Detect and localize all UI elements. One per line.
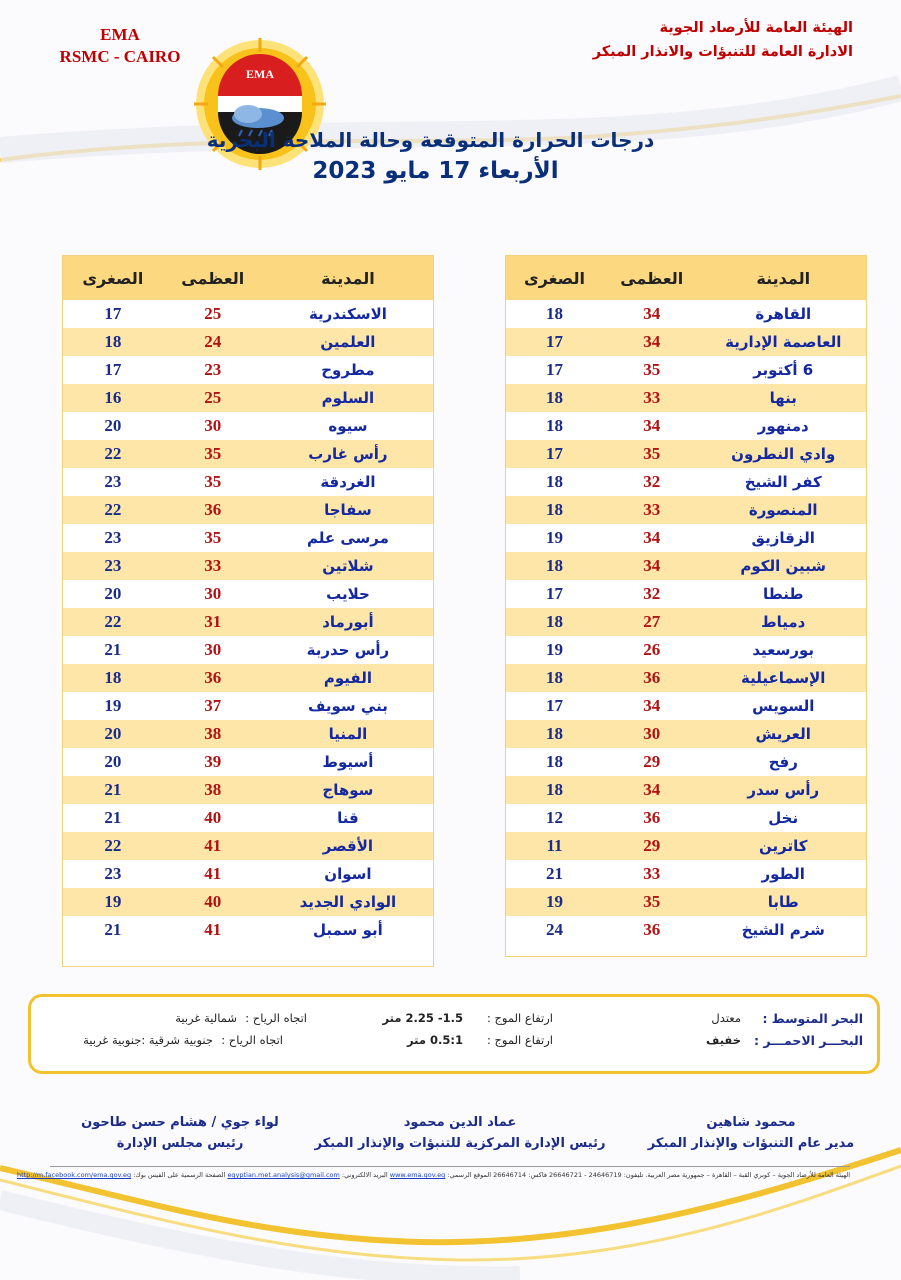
min-temp-cell: 19 [506, 524, 603, 552]
red-wave: 0.5:1 متر [407, 1033, 463, 1047]
column-city: المدينة [700, 256, 866, 301]
city-cell: اسوان [263, 860, 434, 888]
min-temp-cell: 17 [506, 440, 603, 468]
table-row [63, 356, 434, 384]
table-row [63, 692, 434, 720]
table-row [63, 384, 434, 412]
max-temp-cell: 24 [163, 328, 263, 356]
max-temp-cell: 39 [163, 748, 263, 776]
city-cell: سيوه [263, 412, 434, 440]
min-temp-cell: 22 [63, 496, 163, 524]
table-header [506, 256, 867, 301]
table-row [506, 748, 867, 776]
city-cell: العلمين [263, 328, 434, 356]
footer-email-link[interactable]: egyptian.met.analysis@gmail.com [227, 1171, 340, 1179]
sea-navigation-box [28, 994, 880, 1074]
max-temp-cell: 41 [163, 860, 263, 888]
min-temp-cell: 18 [506, 552, 603, 580]
empty-cell [506, 944, 867, 957]
title-line-1: درجات الحرارة المتوقعة وحالة الملاحة البحرية [206, 128, 655, 152]
city-cell: كفر الشيخ [700, 468, 866, 496]
table-body [506, 300, 867, 957]
med-label: البحر المتوسط : [762, 1011, 863, 1026]
min-temp-cell: 23 [63, 524, 163, 552]
city-cell: القاهرة [700, 300, 866, 328]
city-cell: السويس [700, 692, 866, 720]
min-temp-cell: 21 [63, 776, 163, 804]
red-wind-label: اتجاه الرياح : [221, 1033, 283, 1047]
column-max: العظمى [603, 256, 700, 301]
organization-header [593, 16, 853, 64]
table-bottom-padding [63, 944, 434, 967]
max-temp-cell: 34 [603, 300, 700, 328]
min-temp-cell: 23 [63, 860, 163, 888]
max-temp-cell: 26 [603, 636, 700, 664]
min-temp-cell: 18 [506, 300, 603, 328]
max-temp-cell: 35 [163, 440, 263, 468]
max-temp-cell: 30 [163, 636, 263, 664]
table-row [63, 720, 434, 748]
min-temp-cell: 22 [63, 832, 163, 860]
min-temp-cell: 22 [63, 440, 163, 468]
city-cell: الطور [700, 860, 866, 888]
table-row [63, 580, 434, 608]
table-row [63, 916, 434, 944]
column-min: الصغرى [506, 256, 603, 301]
org-line-1: الهيئة العامة للأرصاد الجوية [659, 20, 853, 36]
red-sea-row [31, 1033, 877, 1053]
table-row [63, 412, 434, 440]
city-cell: دمياط [700, 608, 866, 636]
min-temp-cell: 18 [63, 328, 163, 356]
max-temp-cell: 31 [163, 608, 263, 636]
min-temp-cell: 21 [63, 636, 163, 664]
min-temp-cell: 12 [506, 804, 603, 832]
table-row [506, 440, 867, 468]
signature-name: محمود شاهين [706, 1115, 796, 1130]
max-temp-cell: 34 [603, 776, 700, 804]
city-cell: المنصورة [700, 496, 866, 524]
max-temp-cell: 38 [163, 720, 263, 748]
city-cell: حلايب [263, 580, 434, 608]
city-cell: سوهاج [263, 776, 434, 804]
min-temp-cell: 19 [506, 636, 603, 664]
min-temp-cell: 18 [506, 412, 603, 440]
city-cell: سفاجا [263, 496, 434, 524]
table-row [506, 720, 867, 748]
table-row [506, 468, 867, 496]
city-cell: الاسكندرية [263, 300, 434, 328]
city-cell: دمنهور [700, 412, 866, 440]
city-cell: مطروح [263, 356, 434, 384]
ema-header [40, 24, 200, 68]
footer-address: الهيئة العامة للأرصاد الجوية – كوبري القبة – القاهرة – جمهورية مصر العربية. تليفون: 24646719 - 26646721 فاكس: 26646714 الموقع الرسمي: [447, 1171, 850, 1179]
table-row [63, 608, 434, 636]
table-row [63, 328, 434, 356]
rsmc-label: RSMC - CAIRO [59, 47, 181, 66]
table-row [63, 636, 434, 664]
city-cell: 6 أكتوبر [700, 356, 866, 384]
min-temp-cell: 18 [506, 664, 603, 692]
min-temp-cell: 16 [63, 384, 163, 412]
table-row [63, 552, 434, 580]
min-temp-cell: 22 [63, 608, 163, 636]
table-row [63, 496, 434, 524]
city-cell: الفيوم [263, 664, 434, 692]
table-row [506, 636, 867, 664]
table-row [506, 664, 867, 692]
min-temp-cell: 20 [63, 580, 163, 608]
temperature-table-left [62, 255, 434, 967]
footer-contact [16, 1166, 850, 1179]
max-temp-cell: 36 [603, 916, 700, 944]
table-row [63, 748, 434, 776]
max-temp-cell: 30 [603, 720, 700, 748]
city-cell: مرسى علم [263, 524, 434, 552]
table-row [63, 524, 434, 552]
signature-name: لواء جوي / هشام حسن طاحون [81, 1115, 279, 1130]
org-line-2: الادارة العامة للتنبؤات والانذار المبكر [592, 44, 853, 60]
city-cell: رأس سدر [700, 776, 866, 804]
city-cell: رأس غارب [263, 440, 434, 468]
max-temp-cell: 29 [603, 832, 700, 860]
min-temp-cell: 18 [506, 748, 603, 776]
max-temp-cell: 34 [603, 692, 700, 720]
footer-fb-label: الصفحة الرسمية على الفيس بوك: [133, 1171, 226, 1179]
table-row [506, 496, 867, 524]
city-cell: الإسماعيلية [700, 664, 866, 692]
city-cell: بني سويف [263, 692, 434, 720]
table-row [506, 552, 867, 580]
signature-title: مدير عام التنبؤات والإنذار المبكر [647, 1136, 855, 1151]
table-row [63, 300, 434, 328]
city-cell: الوادي الجديد [263, 888, 434, 916]
table-row [506, 384, 867, 412]
max-temp-cell: 34 [603, 524, 700, 552]
city-cell: رأس حدربة [263, 636, 434, 664]
min-temp-cell: 19 [63, 888, 163, 916]
city-cell: كاترين [700, 832, 866, 860]
city-cell: طابا [700, 888, 866, 916]
med-wave: 1.5- 2.25 متر [382, 1011, 463, 1025]
page-title [0, 128, 901, 184]
column-min: الصغرى [63, 256, 163, 301]
max-temp-cell: 36 [163, 496, 263, 524]
red-state: خفيف [706, 1033, 741, 1047]
table-row [63, 776, 434, 804]
max-temp-cell: 34 [603, 412, 700, 440]
city-cell: وادي النطرون [700, 440, 866, 468]
min-temp-cell: 19 [506, 888, 603, 916]
min-temp-cell: 18 [506, 468, 603, 496]
table-row [506, 328, 867, 356]
temperature-table-right [505, 255, 867, 957]
min-temp-cell: 20 [63, 748, 163, 776]
city-cell: الأقصر [263, 832, 434, 860]
footer-site-link[interactable]: www.ema.gov.eg [389, 1171, 446, 1179]
table-header [63, 256, 434, 301]
max-temp-cell: 36 [603, 804, 700, 832]
med-wave-label: ارتفاع الموج : [486, 1011, 553, 1025]
min-temp-cell: 11 [506, 832, 603, 860]
max-temp-cell: 41 [163, 832, 263, 860]
red-label: البحـــر الاحمـــر : [754, 1033, 863, 1048]
table-row [506, 524, 867, 552]
max-temp-cell: 34 [603, 328, 700, 356]
table-row [506, 916, 867, 944]
signature-left [60, 1112, 300, 1154]
red-wave-label: ارتفاع الموج : [486, 1033, 553, 1047]
table-row [63, 804, 434, 832]
min-temp-cell: 17 [63, 300, 163, 328]
table-row [506, 300, 867, 328]
max-temp-cell: 30 [163, 412, 263, 440]
min-temp-cell: 18 [506, 720, 603, 748]
max-temp-cell: 35 [163, 524, 263, 552]
min-temp-cell: 17 [506, 580, 603, 608]
min-temp-cell: 17 [63, 356, 163, 384]
city-cell: شبين الكوم [700, 552, 866, 580]
city-cell: بنها [700, 384, 866, 412]
table-row [63, 832, 434, 860]
signature-title: رئيس الإدارة المركزية للتنبؤات والإنذار المبكر [314, 1136, 606, 1151]
city-cell: بورسعيد [700, 636, 866, 664]
min-temp-cell: 18 [506, 776, 603, 804]
min-temp-cell: 20 [63, 720, 163, 748]
min-temp-cell: 23 [63, 552, 163, 580]
city-cell: شلاتين [263, 552, 434, 580]
max-temp-cell: 35 [603, 888, 700, 916]
city-cell: أسيوط [263, 748, 434, 776]
city-cell: قنا [263, 804, 434, 832]
max-temp-cell: 29 [603, 748, 700, 776]
max-temp-cell: 40 [163, 804, 263, 832]
min-temp-cell: 18 [506, 608, 603, 636]
min-temp-cell: 24 [506, 916, 603, 944]
max-temp-cell: 36 [163, 664, 263, 692]
max-temp-cell: 33 [163, 552, 263, 580]
max-temp-cell: 33 [603, 496, 700, 524]
table-bottom-padding [506, 944, 867, 957]
min-temp-cell: 17 [506, 356, 603, 384]
table-row [506, 888, 867, 916]
city-cell: شرم الشيخ [700, 916, 866, 944]
max-temp-cell: 33 [603, 384, 700, 412]
table-row [506, 692, 867, 720]
min-temp-cell: 17 [506, 328, 603, 356]
table-row [506, 608, 867, 636]
city-cell: طنطا [700, 580, 866, 608]
max-temp-cell: 40 [163, 888, 263, 916]
column-city: المدينة [263, 256, 434, 301]
footer-email-label: البريد الالكتروني: [341, 1171, 388, 1179]
min-temp-cell: 18 [506, 496, 603, 524]
table-row [63, 860, 434, 888]
med-wind: شمالية غربية [175, 1011, 237, 1025]
max-temp-cell: 34 [603, 552, 700, 580]
city-cell: أبو سمبل [263, 916, 434, 944]
min-temp-cell: 21 [63, 804, 163, 832]
table-row [506, 412, 867, 440]
table-row [506, 804, 867, 832]
min-temp-cell: 18 [63, 664, 163, 692]
max-temp-cell: 41 [163, 916, 263, 944]
max-temp-cell: 32 [603, 580, 700, 608]
table-row [63, 468, 434, 496]
med-wind-label: اتجاه الرياح : [245, 1011, 307, 1025]
min-temp-cell: 19 [63, 692, 163, 720]
signature-title: رئيس مجلس الإدارة [116, 1136, 244, 1151]
min-temp-cell: 21 [63, 916, 163, 944]
signature-right [631, 1112, 871, 1154]
signature-center [300, 1112, 620, 1154]
city-cell: السلوم [263, 384, 434, 412]
city-cell: الزقازيق [700, 524, 866, 552]
table-row [506, 356, 867, 384]
max-temp-cell: 27 [603, 608, 700, 636]
table-row [506, 580, 867, 608]
max-temp-cell: 37 [163, 692, 263, 720]
empty-cell [63, 944, 434, 967]
footer-facebook-link[interactable]: http://m.facebook.com/ema.gov.eg [16, 1171, 132, 1179]
max-temp-cell: 32 [603, 468, 700, 496]
table-row [506, 776, 867, 804]
max-temp-cell: 36 [603, 664, 700, 692]
min-temp-cell: 17 [506, 692, 603, 720]
city-cell: نخل [700, 804, 866, 832]
city-cell: رفح [700, 748, 866, 776]
column-max: العظمى [163, 256, 263, 301]
title-date: الأربعاء 17 مايو 2023 [312, 158, 559, 184]
signature-name: عماد الدين محمود [403, 1115, 517, 1130]
min-temp-cell: 23 [63, 468, 163, 496]
med-state: معتدل [711, 1011, 741, 1025]
city-cell: المنيا [263, 720, 434, 748]
mediterranean-row [31, 1011, 877, 1031]
max-temp-cell: 33 [603, 860, 700, 888]
table-body [63, 300, 434, 967]
max-temp-cell: 25 [163, 384, 263, 412]
max-temp-cell: 25 [163, 300, 263, 328]
table-row [63, 888, 434, 916]
min-temp-cell: 21 [506, 860, 603, 888]
table-row [63, 664, 434, 692]
max-temp-cell: 23 [163, 356, 263, 384]
min-temp-cell: 18 [506, 384, 603, 412]
max-temp-cell: 35 [603, 440, 700, 468]
red-wind: جنوبية شرقية :جنوبية غربية [83, 1033, 213, 1047]
city-cell: الغردقة [263, 468, 434, 496]
min-temp-cell: 20 [63, 412, 163, 440]
max-temp-cell: 30 [163, 580, 263, 608]
max-temp-cell: 35 [603, 356, 700, 384]
ema-label: EMA [100, 25, 140, 44]
table-row [506, 832, 867, 860]
max-temp-cell: 35 [163, 468, 263, 496]
logo-text: EMA [246, 67, 274, 81]
table-row [506, 860, 867, 888]
city-cell: العاصمة الإدارية [700, 328, 866, 356]
city-cell: أبورماد [263, 608, 434, 636]
table-row [63, 440, 434, 468]
max-temp-cell: 38 [163, 776, 263, 804]
city-cell: العريش [700, 720, 866, 748]
